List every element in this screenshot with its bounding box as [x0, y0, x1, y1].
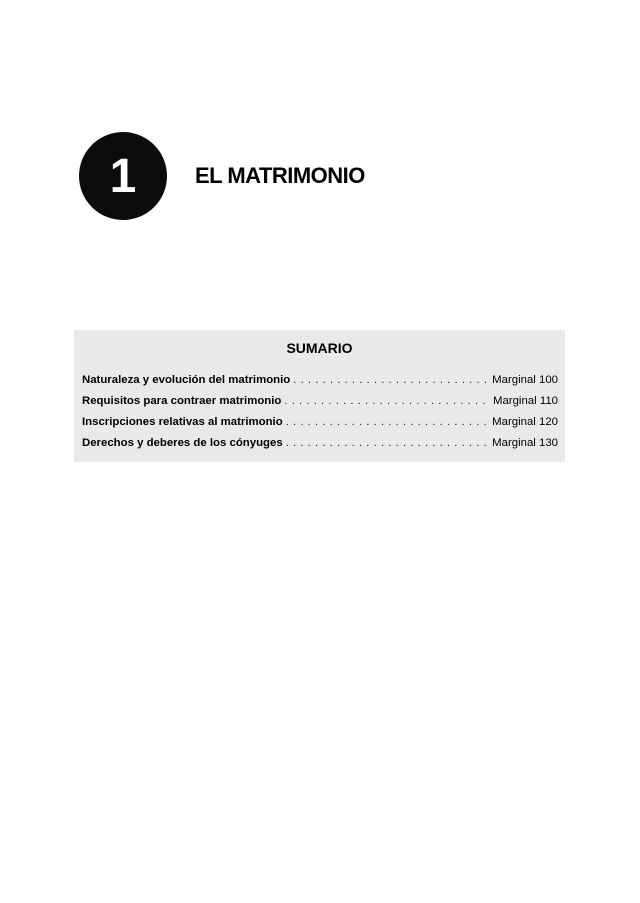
toc-entry[interactable] [82, 373, 558, 394]
toc-entry[interactable] [82, 436, 558, 457]
toc-entry[interactable] [82, 415, 558, 436]
dot-leader [293, 373, 489, 388]
table-of-contents [82, 373, 558, 457]
toc-entry-label: Naturaleza y evolución del matrimonio [82, 374, 291, 386]
chapter-title: EL MATRIMONIO [195, 163, 365, 188]
toc-entry-label: Requisitos para contraer matrimonio [82, 395, 282, 407]
dot-leader [284, 394, 490, 409]
toc-entry-reference: Marginal 120 [492, 416, 558, 428]
chapter-number-badge [79, 132, 167, 220]
chapter-number: 1 [109, 150, 137, 203]
toc-entry-label: Inscripciones relativas al matrimonio [82, 416, 283, 428]
toc-entry-reference: Marginal 130 [492, 437, 558, 449]
dot-leader [286, 415, 489, 430]
summary-box [74, 330, 565, 462]
summary-heading: SUMARIO [286, 340, 353, 356]
dot-leader [286, 436, 489, 451]
toc-entry[interactable] [82, 394, 558, 415]
toc-entry-reference: Marginal 100 [492, 374, 558, 386]
toc-entry-label: Derechos y deberes de los cónyuges [82, 437, 283, 449]
toc-entry-reference: Marginal 110 [492, 395, 558, 407]
